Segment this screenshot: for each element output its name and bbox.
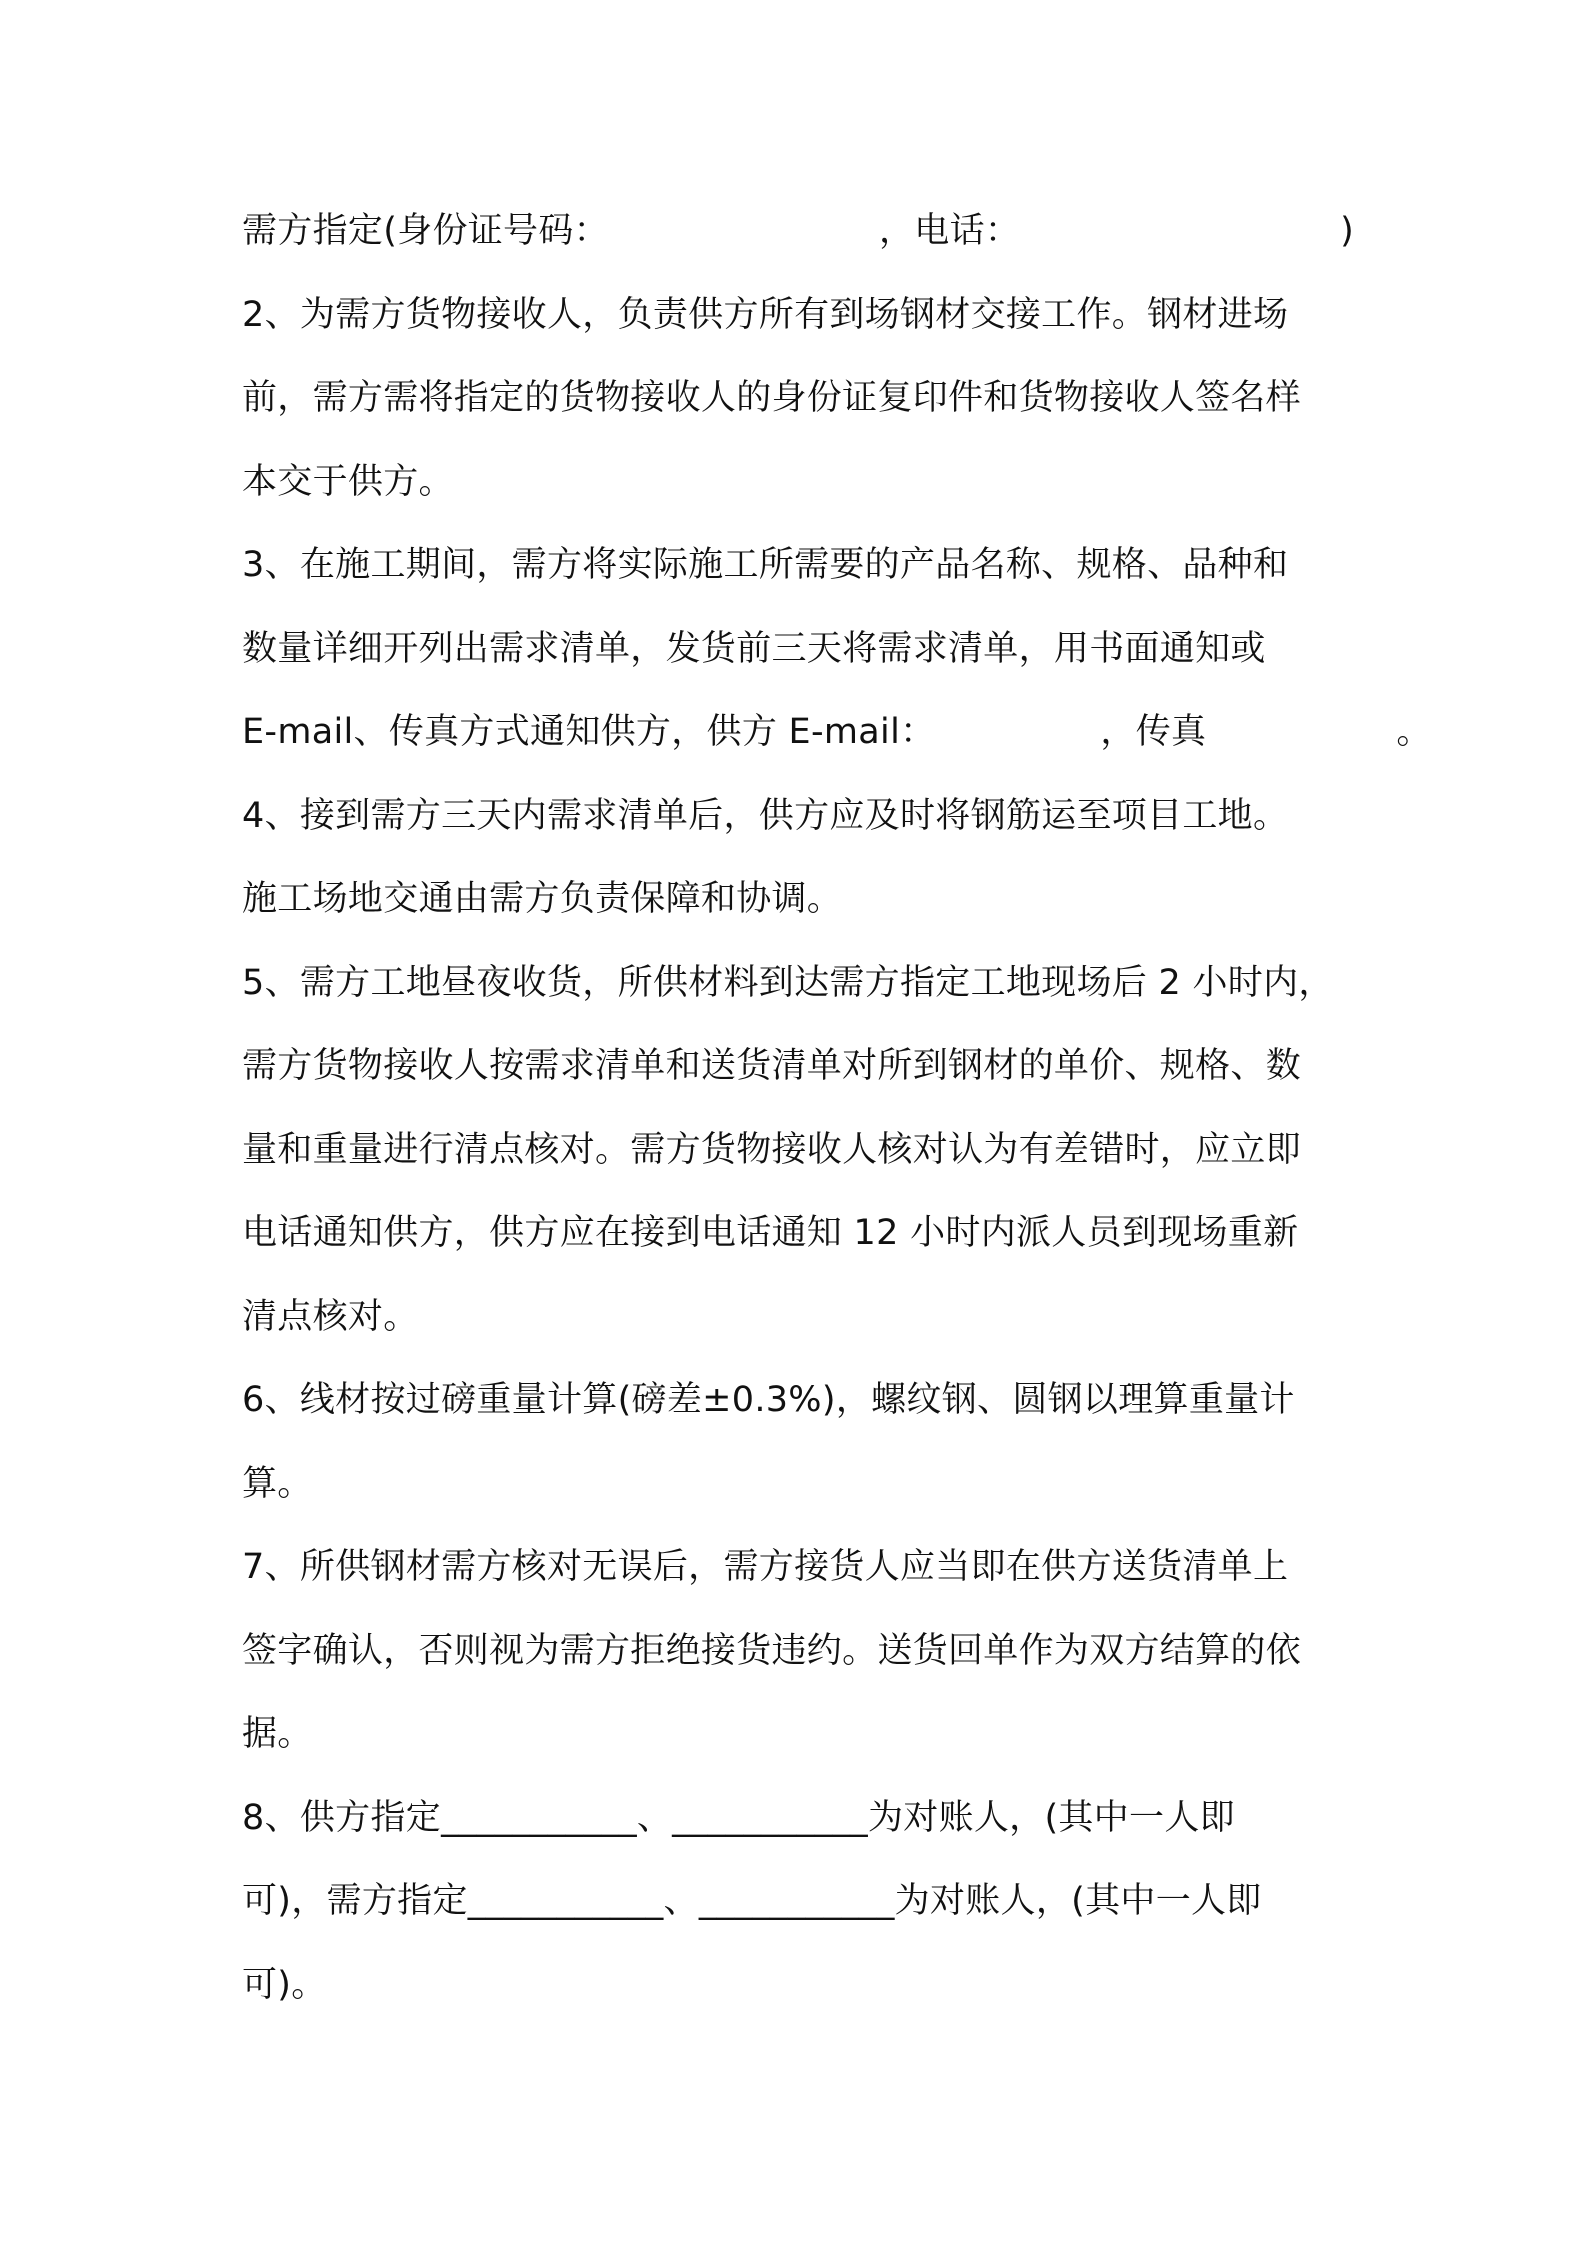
text-line [242, 706, 1432, 790]
fill-in-blank[interactable] [1206, 706, 1396, 758]
text-line [242, 205, 1372, 289]
text-line [242, 790, 1372, 874]
text-line [242, 1458, 1372, 1542]
text-segment: 可)。 [242, 1964, 327, 2005]
text-line [242, 1875, 1372, 1959]
text-line [242, 1374, 1372, 1458]
text-segment: 前，需方需将指定的货物接收人的身份证复印件和货物接收人签名样 [242, 378, 1302, 418]
text-segment: 数量详细开列出需求清单，发货前三天将需求清单，用书面通知或 [242, 628, 1266, 669]
text-line [242, 456, 1372, 540]
text-line [242, 1124, 1372, 1208]
text-segment: 签字确认，否则视为需方拒绝接货违约。送货回单作为双方结算的依 [242, 1630, 1302, 1671]
text-line [242, 623, 1372, 707]
text-line [242, 1625, 1372, 1709]
text-segment: ，传真 [1100, 712, 1207, 752]
text-line [242, 1207, 1372, 1291]
text-segment: 6、线材按过磅重量计算(磅差±0.3%)，螺纹钢、圆钢以理算重量计 [242, 1380, 1295, 1420]
text-segment: 需方指定(身份证号码： [242, 211, 609, 251]
document-body [242, 205, 1432, 2042]
text-line [242, 957, 1372, 1041]
text-segment: 需方货物接收人按需求清单和送货清单对所到钢材的单价、规格、数 [242, 1046, 1302, 1086]
text-line [242, 1708, 1372, 1792]
text-segment: 8、供方指定___________、___________为对账人，(其中一人即 [242, 1797, 1235, 1838]
text-line [242, 1291, 1372, 1375]
fill-in-blank[interactable] [935, 706, 1100, 758]
text-segment: 施工场地交通由需方负责保障和协调。 [242, 879, 843, 919]
text-segment: 据。 [242, 1714, 313, 1754]
text-line [242, 1040, 1372, 1124]
text-segment: 5、需方工地昼夜收货，所供材料到达需方指定工地现场后 2 小时内， [242, 962, 1334, 1003]
text-segment: E-mail、传真方式通知供方，供方 E-mail： [242, 712, 936, 752]
text-segment: ，电话： [878, 211, 1021, 251]
text-segment: 清点核对。 [242, 1296, 419, 1337]
text-segment: 2、为需方货物接收人，负责供方所有到场钢材交接工作。钢材进场 [242, 294, 1289, 335]
text-line [242, 1541, 1372, 1625]
text-segment: 算。 [242, 1463, 313, 1504]
text-line [242, 539, 1372, 623]
text-segment: ) [1340, 211, 1355, 251]
text-segment: 量和重量进行清点核对。需方货物接收人核对认为有差错时，应立即 [242, 1129, 1302, 1170]
text-line [242, 1792, 1372, 1876]
text-line [242, 873, 1372, 957]
text-segment: 电话通知供方，供方应在接到电话通知 12 小时内派人员到现场重新 [242, 1213, 1299, 1253]
text-segment: 本交于供方。 [242, 461, 454, 502]
fill-in-blank[interactable] [609, 205, 879, 257]
text-segment: 可)，需方指定___________、___________为对账人，(其中一人即 [242, 1881, 1262, 1921]
text-segment: 。 [1396, 712, 1432, 752]
text-line [242, 289, 1372, 373]
text-segment: 4、接到需方三天内需求清单后，供方应及时将钢筋运至项目工地。 [242, 795, 1289, 836]
text-segment: 3、在施工期间，需方将实际施工所需要的产品名称、规格、品种和 [242, 545, 1289, 585]
text-line [242, 372, 1372, 456]
text-line [242, 1959, 1372, 2043]
fill-in-blank[interactable] [1020, 205, 1340, 257]
text-segment: 7、所供钢材需方核对无误后，需方接货人应当即在供方送货清单上 [242, 1547, 1289, 1587]
